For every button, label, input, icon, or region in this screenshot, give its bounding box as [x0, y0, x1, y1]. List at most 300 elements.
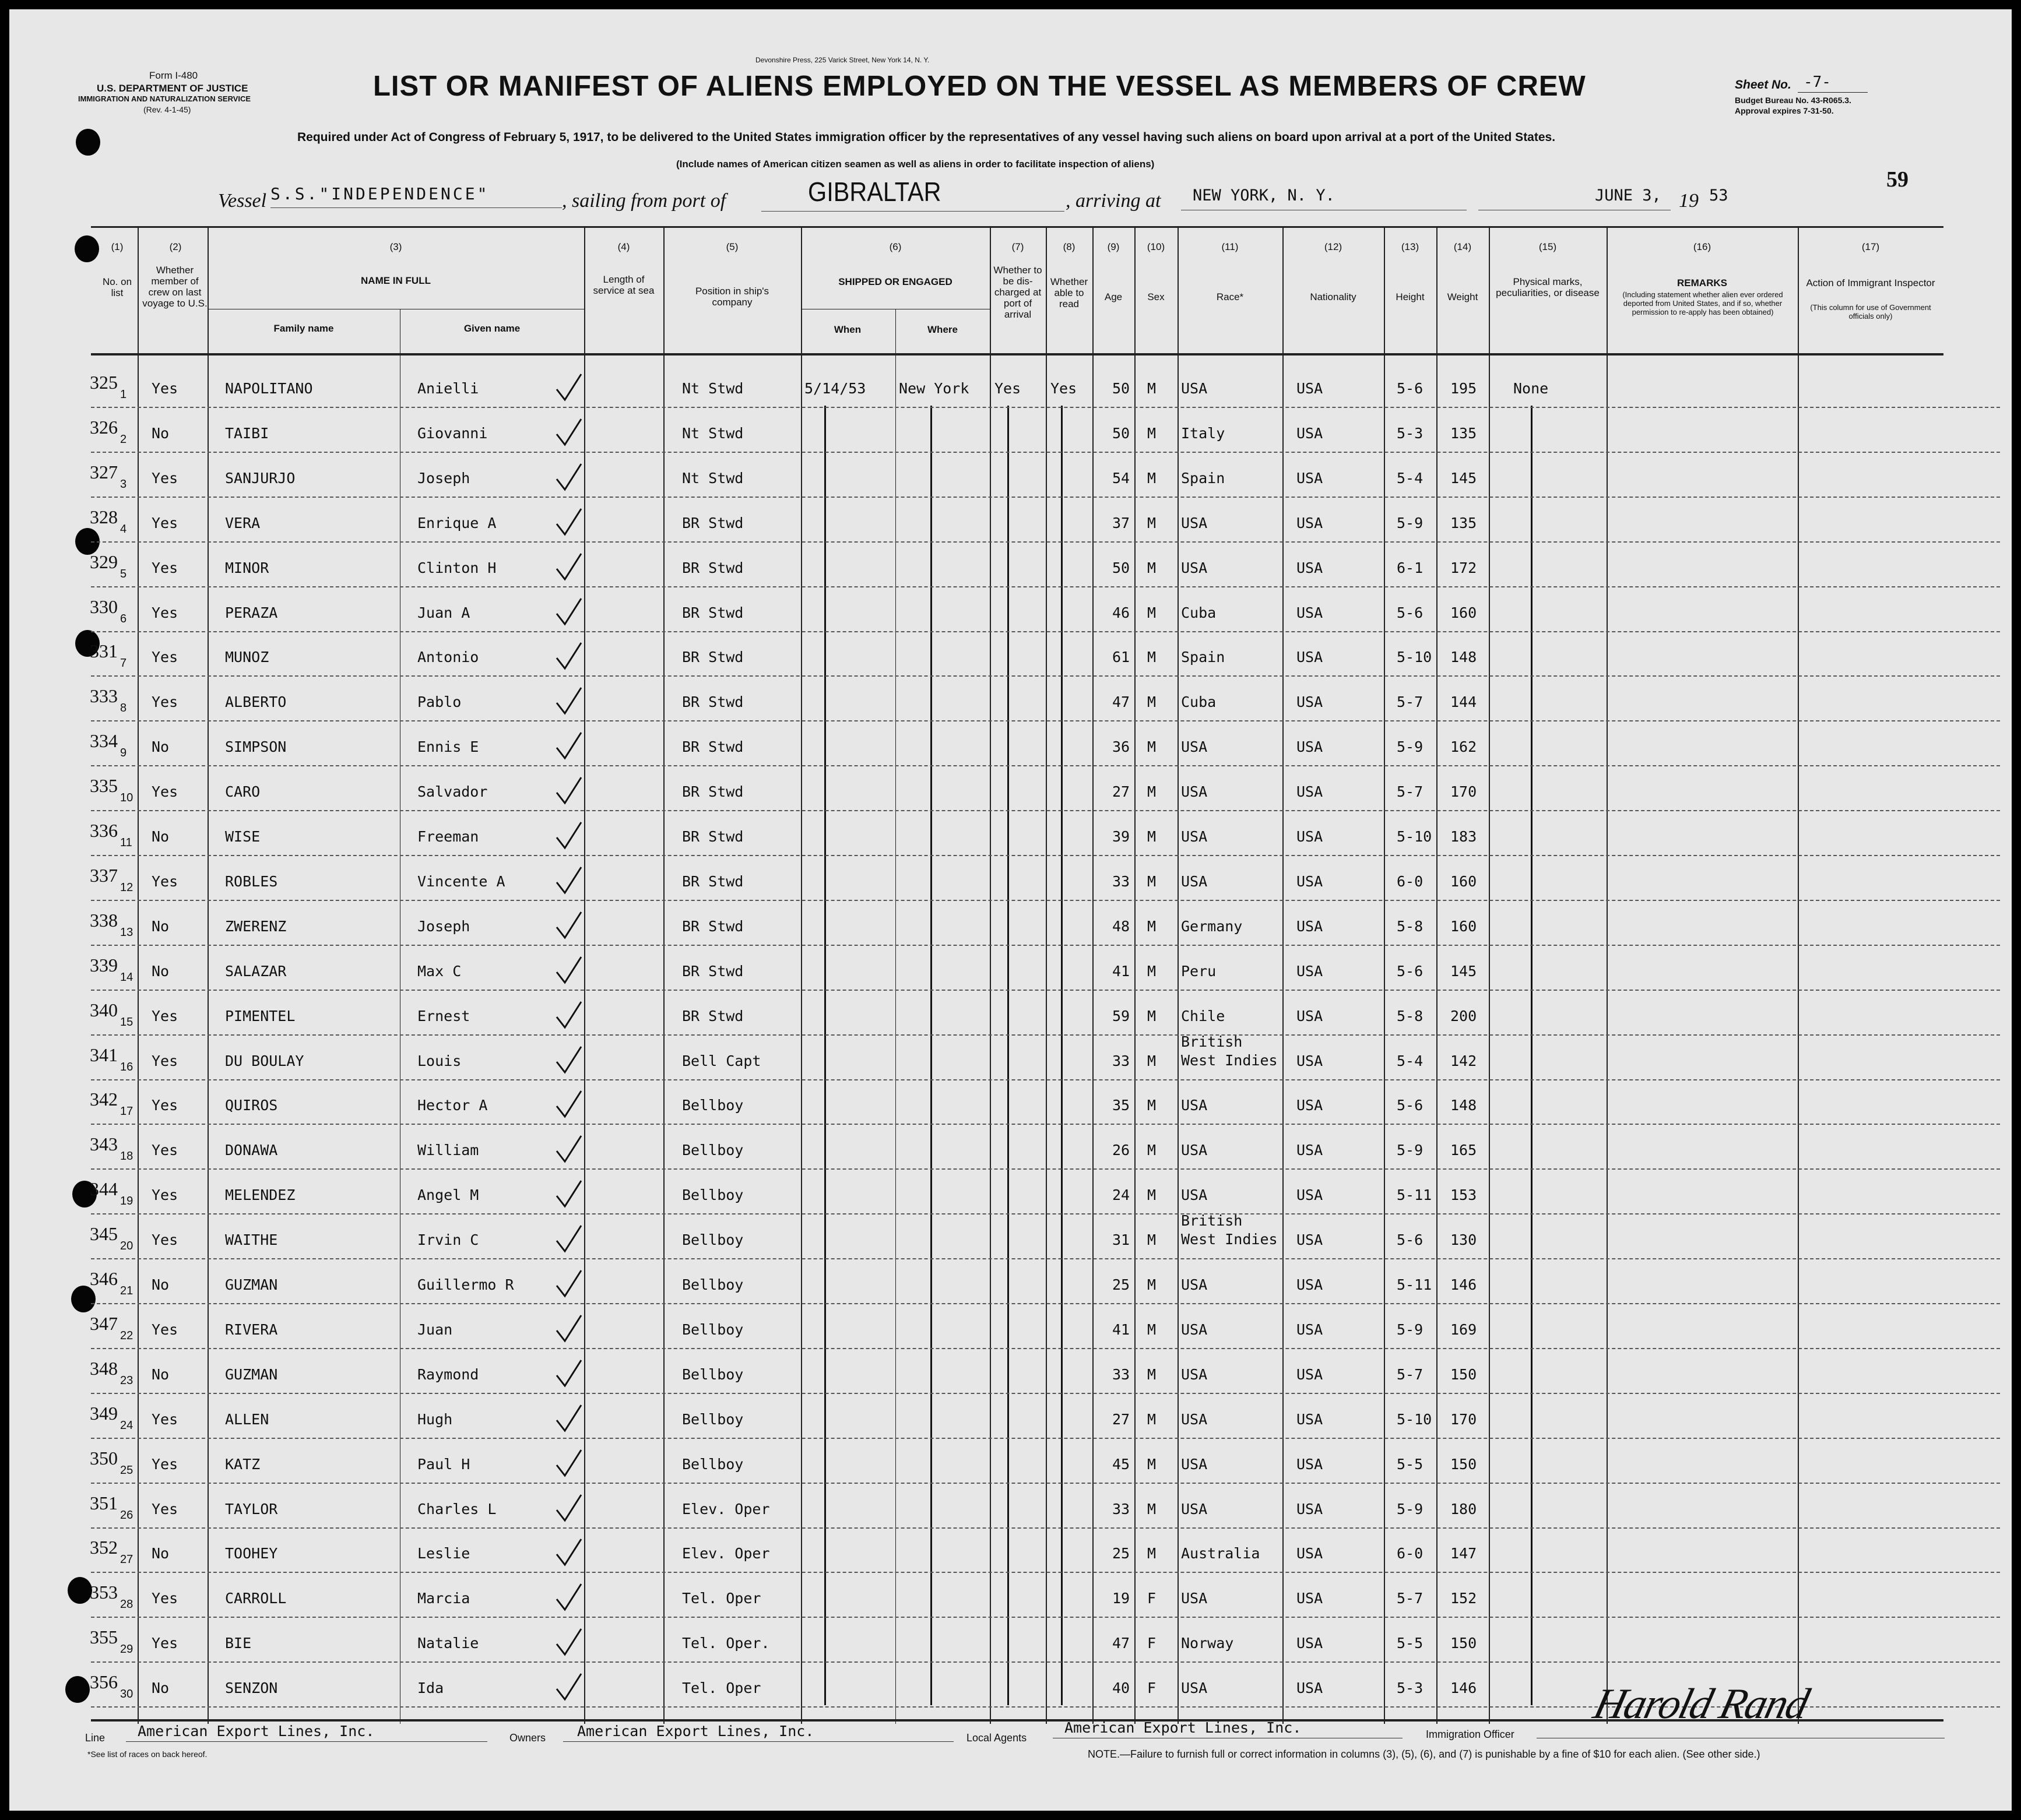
- nationality: USA: [1296, 1231, 1323, 1249]
- nationality: USA: [1296, 1635, 1323, 1652]
- line-value: American Export Lines, Inc.: [138, 1723, 375, 1740]
- given-name: Giovanni: [417, 424, 488, 442]
- col-num: (11): [1221, 241, 1239, 252]
- nationality: USA: [1296, 738, 1323, 756]
- height: 5-9: [1397, 1500, 1424, 1518]
- handwritten-sequence: 350: [90, 1447, 118, 1469]
- family-name: SALAZAR: [225, 962, 287, 980]
- family-name: MUNOZ: [225, 649, 269, 666]
- shipped-where: New York: [899, 380, 969, 397]
- handwritten-sequence: 345: [90, 1223, 118, 1245]
- header-no-on-list: No. on list: [102, 276, 132, 298]
- list-number: 27: [120, 1553, 133, 1566]
- handwritten-sequence: 352: [90, 1537, 118, 1558]
- age: 59: [1112, 1007, 1130, 1025]
- given-name: Irvin C: [417, 1231, 479, 1249]
- col-num: (10): [1147, 241, 1165, 252]
- table-row: [9, 632, 2012, 678]
- given-name: Leslie: [417, 1545, 470, 1562]
- header-where: Where: [927, 324, 958, 335]
- given-name: Raymond: [417, 1365, 479, 1383]
- position: Bellboy: [682, 1365, 744, 1383]
- age: 48: [1112, 917, 1130, 935]
- race: USA: [1181, 559, 1208, 576]
- budget-number: Budget Bureau No. 43-R065.3.: [1735, 96, 1851, 105]
- sex: M: [1147, 380, 1157, 397]
- table-row: [9, 1350, 2012, 1395]
- checkmark-icon: [554, 506, 584, 537]
- given-name: Joseph: [417, 469, 470, 487]
- height: 6-0: [1397, 1545, 1424, 1562]
- age: 25: [1112, 1545, 1130, 1562]
- weight: 145: [1450, 962, 1477, 980]
- col-num: (6): [889, 241, 902, 252]
- checkmark-icon: [554, 955, 584, 985]
- race: USA: [1181, 1321, 1208, 1338]
- family-name: DU BOULAY: [225, 1052, 304, 1069]
- race: USA: [1181, 1142, 1208, 1159]
- last-voyage-value: Yes: [152, 872, 178, 890]
- family-name: PERAZA: [225, 604, 278, 621]
- position: BR Stwd: [682, 962, 744, 980]
- last-voyage-value: Yes: [152, 1410, 178, 1428]
- sex: M: [1147, 1142, 1157, 1159]
- nationality: USA: [1296, 1590, 1323, 1607]
- port-from: GIBRALTAR: [808, 177, 941, 207]
- height: 5-8: [1397, 917, 1424, 935]
- position: Nt Stwd: [682, 380, 744, 397]
- nationality: USA: [1296, 1187, 1323, 1204]
- given-name: Ennis E: [417, 738, 479, 756]
- age: 35: [1112, 1097, 1130, 1114]
- position: Bellboy: [682, 1276, 744, 1293]
- page-title: LIST OR MANIFEST OF ALIENS EMPLOYED ON THE VESSEL AS MEMBERS OF CREW: [373, 71, 1586, 102]
- last-voyage-value: Yes: [152, 514, 178, 531]
- handwritten-sequence: 336: [90, 820, 118, 841]
- list-number: 21: [120, 1284, 133, 1297]
- sex: M: [1147, 962, 1157, 980]
- nationality: USA: [1296, 872, 1323, 890]
- given-name: Natalie: [417, 1635, 479, 1652]
- family-name: CARO: [225, 783, 261, 801]
- race: Chile: [1181, 1007, 1225, 1025]
- height: 6-1: [1397, 559, 1424, 576]
- weight: 153: [1450, 1187, 1477, 1204]
- checkmark-icon: [554, 1178, 584, 1209]
- given-name: Anielli: [417, 380, 479, 397]
- race: British West Indies: [1181, 1212, 1278, 1248]
- header-physical-marks: Physical marks, peculiarities, or disease: [1496, 276, 1600, 298]
- checkmark-icon: [554, 462, 584, 492]
- sex: M: [1147, 1187, 1157, 1204]
- list-number: 9: [120, 747, 127, 760]
- nationality: USA: [1296, 424, 1323, 442]
- family-name: GUZMAN: [225, 1365, 278, 1383]
- family-name: SIMPSON: [225, 738, 287, 756]
- handwritten-sequence: 355: [90, 1627, 118, 1648]
- weight: 144: [1450, 693, 1477, 711]
- given-name: Angel M: [417, 1187, 479, 1204]
- age: 40: [1112, 1680, 1130, 1697]
- last-voyage-value: Yes: [152, 1187, 178, 1204]
- race: Cuba: [1181, 693, 1217, 711]
- given-name: Charles L: [417, 1500, 497, 1518]
- race: British West Indies: [1181, 1033, 1278, 1069]
- table-row: [9, 1080, 2012, 1126]
- list-number: 4: [120, 522, 127, 536]
- header-shipped-or-engaged: SHIPPED OR ENGAGED: [838, 276, 952, 287]
- height: 5-9: [1397, 1321, 1424, 1338]
- position: BR Stwd: [682, 559, 744, 576]
- handwritten-sequence: 351: [90, 1492, 118, 1513]
- weight: 170: [1450, 783, 1477, 801]
- race: Germany: [1181, 917, 1243, 935]
- age: 54: [1112, 469, 1130, 487]
- list-number: 22: [120, 1329, 133, 1342]
- shipped-when: 5/14/53: [804, 380, 866, 397]
- list-number: 7: [120, 657, 127, 670]
- position: Tel. Oper: [682, 1590, 761, 1607]
- family-name: ROBLES: [225, 872, 278, 890]
- header-nationality: Nationality: [1310, 291, 1356, 302]
- checkmark-icon: [554, 372, 584, 402]
- race: Spain: [1181, 649, 1225, 666]
- weight: 180: [1450, 1500, 1477, 1518]
- race: USA: [1181, 1590, 1208, 1607]
- nationality: USA: [1296, 828, 1323, 845]
- list-number: 15: [120, 1015, 133, 1029]
- include-note: (Include names of American citizen seamen as well as aliens in order to facilitate inspection of aliens): [676, 159, 1155, 170]
- col-num: (8): [1063, 241, 1075, 252]
- sex: M: [1147, 469, 1157, 487]
- header-race: Race*: [1216, 291, 1244, 302]
- race: USA: [1181, 1680, 1208, 1697]
- position: Bellboy: [682, 1455, 744, 1473]
- last-voyage-value: Yes: [152, 1007, 178, 1025]
- race: Norway: [1181, 1635, 1234, 1652]
- last-voyage-value: Yes: [152, 1635, 178, 1652]
- nationality: USA: [1296, 649, 1323, 666]
- race: USA: [1181, 1410, 1208, 1428]
- age: 46: [1112, 604, 1130, 621]
- sex: M: [1147, 738, 1157, 756]
- list-number: 24: [120, 1418, 133, 1432]
- family-name: WISE: [225, 828, 261, 845]
- header-weight: Weight: [1447, 291, 1478, 302]
- nationality: USA: [1296, 693, 1323, 711]
- position: Bellboy: [682, 1410, 744, 1428]
- nationality: USA: [1296, 469, 1323, 487]
- race: Spain: [1181, 469, 1225, 487]
- handwritten-sequence: 338: [90, 909, 118, 931]
- header-last-voyage: Whether member of crew on last voyage to U.S.: [142, 265, 208, 309]
- table-row: [9, 902, 2012, 947]
- nationality: USA: [1296, 1142, 1323, 1159]
- family-name: CARROLL: [225, 1590, 287, 1607]
- handwritten-sequence: 331: [90, 640, 118, 662]
- port-to: NEW YORK, N. Y.: [1193, 186, 1335, 205]
- handwritten-sequence: 325: [90, 372, 118, 393]
- header-inspector-note: (This column for use of Government officials only): [1810, 303, 1931, 321]
- col-num: (12): [1324, 241, 1342, 252]
- handwritten-sequence: 335: [90, 775, 118, 797]
- list-number: 2: [120, 432, 127, 446]
- height: 5-10: [1397, 828, 1432, 845]
- age: 50: [1112, 380, 1130, 397]
- physical-marks-value: None: [1513, 380, 1549, 397]
- height: 5-9: [1397, 738, 1424, 756]
- sex: M: [1147, 872, 1157, 890]
- race: USA: [1181, 1500, 1208, 1518]
- family-name: PIMENTEL: [225, 1007, 296, 1025]
- manifest-sheet: [9, 9, 2012, 1811]
- nationality: USA: [1296, 1097, 1323, 1114]
- given-name: Max C: [417, 962, 462, 980]
- handwritten-sequence: 330: [90, 596, 118, 617]
- table-row: [9, 1484, 2012, 1530]
- races-note: *See list of races on back hereof.: [87, 1749, 208, 1759]
- height: 5-4: [1397, 1052, 1424, 1069]
- required-statement: Required under Act of Congress of February 5, 1917, to be delivered to the United States immigration officer by the representatives of any vessel having such aliens on board upon arrival at a port of the United States.: [297, 131, 1556, 144]
- given-name: Vincente A: [417, 872, 505, 890]
- handwritten-sequence: 349: [90, 1402, 118, 1424]
- table-row: [9, 1618, 2012, 1664]
- sex: M: [1147, 917, 1157, 935]
- weight: 160: [1450, 604, 1477, 621]
- sex: F: [1147, 1590, 1157, 1607]
- age: 31: [1112, 1231, 1130, 1249]
- checkmark-icon: [554, 1492, 584, 1523]
- year-prefix: 19: [1679, 190, 1699, 212]
- checkmark-icon: [554, 1313, 584, 1343]
- given-name: Freeman: [417, 828, 479, 845]
- list-number: 20: [120, 1240, 133, 1253]
- age: 26: [1112, 1142, 1130, 1159]
- department: U.S. DEPARTMENT OF JUSTICE: [97, 83, 248, 94]
- race: USA: [1181, 738, 1208, 756]
- owners-value: American Export Lines, Inc.: [577, 1723, 814, 1740]
- handwritten-sequence: 337: [90, 864, 118, 886]
- table-row: [9, 991, 2012, 1037]
- position: BR Stwd: [682, 872, 744, 890]
- family-name: KATZ: [225, 1455, 261, 1473]
- family-name: QUIROS: [225, 1097, 278, 1114]
- checkmark-icon: [554, 730, 584, 761]
- last-voyage-value: Yes: [152, 1500, 178, 1518]
- list-number: 11: [120, 836, 132, 849]
- table-row: [9, 1529, 2012, 1574]
- checkmark-icon: [554, 1223, 584, 1254]
- position: BR Stwd: [682, 693, 744, 711]
- position: Bellboy: [682, 1231, 744, 1249]
- weight: 142: [1450, 1052, 1477, 1069]
- sex: M: [1147, 1410, 1157, 1428]
- last-voyage-value: Yes: [152, 1321, 178, 1338]
- race: USA: [1181, 1455, 1208, 1473]
- given-name: Joseph: [417, 917, 470, 935]
- position: Elev. Oper: [682, 1500, 770, 1518]
- officer-signature: Harold Rand: [1588, 1680, 1813, 1728]
- header-position: Position in ship's company: [695, 286, 769, 308]
- handwritten-sequence: 356: [90, 1671, 118, 1693]
- col-num: (9): [1107, 241, 1120, 252]
- sex: M: [1147, 1097, 1157, 1114]
- col-num: (2): [169, 241, 182, 252]
- handwritten-sequence: 343: [90, 1133, 118, 1155]
- sex: M: [1147, 1276, 1157, 1293]
- list-number: 29: [120, 1643, 133, 1656]
- given-name: Louis: [417, 1052, 462, 1069]
- race: USA: [1181, 828, 1208, 845]
- header-height: Height: [1396, 291, 1425, 302]
- table-row: [9, 409, 2012, 454]
- header-discharged: Whether to be dis-charged at port of arrival: [993, 265, 1042, 320]
- family-name: VERA: [225, 514, 261, 531]
- family-name: MINOR: [225, 559, 269, 576]
- sex: M: [1147, 1231, 1157, 1249]
- nationality: USA: [1296, 1007, 1323, 1025]
- last-voyage-value: Yes: [152, 693, 178, 711]
- list-number: 23: [120, 1374, 133, 1387]
- table-row: [9, 1395, 2012, 1440]
- checkmark-icon: [554, 1582, 584, 1612]
- arrival-year: 53: [1709, 186, 1728, 205]
- list-number: 14: [120, 970, 133, 984]
- height: 5-11: [1397, 1276, 1432, 1293]
- age: 33: [1112, 1365, 1130, 1383]
- last-voyage-value: Yes: [152, 783, 178, 801]
- header-sex: Sex: [1147, 291, 1165, 302]
- sailing-label: , sailing from port of: [562, 190, 726, 212]
- checkmark-icon: [554, 685, 584, 716]
- race: USA: [1181, 380, 1208, 397]
- table-row: [9, 946, 2012, 992]
- checkmark-icon: [554, 1627, 584, 1657]
- nationality: USA: [1296, 1680, 1323, 1697]
- weight: 146: [1450, 1680, 1477, 1697]
- header-age: Age: [1104, 291, 1123, 302]
- weight: 150: [1450, 1455, 1477, 1473]
- age: 25: [1112, 1276, 1130, 1293]
- handwritten-sequence: 326: [90, 416, 118, 438]
- col-num: (15): [1538, 241, 1557, 252]
- col-num: (1): [111, 241, 124, 252]
- given-name: Ida: [417, 1680, 444, 1697]
- table-row: [9, 1033, 2012, 1082]
- table-row: [9, 1170, 2012, 1216]
- handwritten-sequence: 333: [90, 685, 118, 707]
- sex: F: [1147, 1635, 1157, 1652]
- handwritten-sequence: 347: [90, 1312, 118, 1334]
- col-num: (7): [1011, 241, 1024, 252]
- table-row: [9, 677, 2012, 723]
- race: USA: [1181, 1276, 1208, 1293]
- weight: 172: [1450, 559, 1477, 576]
- given-name: Marcia: [417, 1590, 470, 1607]
- list-number: 25: [120, 1463, 133, 1477]
- height: 5-6: [1397, 1231, 1424, 1249]
- age: 47: [1112, 1635, 1130, 1652]
- table-row: [9, 1439, 2012, 1485]
- nationality: USA: [1296, 783, 1323, 801]
- height: 5-5: [1397, 1635, 1424, 1652]
- age: 41: [1112, 962, 1130, 980]
- list-number: 8: [120, 702, 127, 715]
- position: Tel. Oper.: [682, 1635, 770, 1652]
- handwritten-sequence: 341: [90, 1044, 118, 1065]
- last-voyage-value: Yes: [152, 1455, 178, 1473]
- height: 5-8: [1397, 1007, 1424, 1025]
- given-name: Guillermo R: [417, 1276, 514, 1293]
- handwritten-sequence: 327: [90, 461, 118, 483]
- sheet-label: Sheet No.: [1735, 78, 1791, 91]
- given-name: Pablo: [417, 693, 462, 711]
- family-name: GUZMAN: [225, 1276, 278, 1293]
- checkmark-icon: [554, 910, 584, 940]
- table-row: [9, 767, 2012, 812]
- checkmark-icon: [554, 1358, 584, 1388]
- height: 5-7: [1397, 1365, 1424, 1383]
- nationality: USA: [1296, 604, 1323, 621]
- sex: M: [1147, 1500, 1157, 1518]
- checkmark-icon: [554, 865, 584, 895]
- table-row: [9, 812, 2012, 857]
- sex: M: [1147, 783, 1157, 801]
- given-name: Enrique A: [417, 514, 497, 531]
- position: BR Stwd: [682, 514, 744, 531]
- sex: M: [1147, 604, 1157, 621]
- position: Bellboy: [682, 1321, 744, 1338]
- sex: M: [1147, 1321, 1157, 1338]
- weight: 165: [1450, 1142, 1477, 1159]
- height: 5-7: [1397, 1590, 1424, 1607]
- given-name: Juan A: [417, 604, 470, 621]
- table-row: [9, 1212, 2012, 1261]
- weight: 148: [1450, 649, 1477, 666]
- family-name: TAIBI: [225, 424, 269, 442]
- vessel-name: S.S."INDEPENDENCE": [270, 184, 490, 203]
- weight: 183: [1450, 828, 1477, 845]
- position: BR Stwd: [682, 738, 744, 756]
- height: 5-6: [1397, 380, 1424, 397]
- weight: 162: [1450, 738, 1477, 756]
- list-number: 17: [120, 1105, 133, 1118]
- height: 5-7: [1397, 783, 1424, 801]
- list-number: 18: [120, 1150, 133, 1163]
- checkmark-icon: [554, 1403, 584, 1433]
- handwritten-sequence: 329: [90, 551, 118, 572]
- height: 5-10: [1397, 1410, 1432, 1428]
- header-given-name: Given name: [463, 323, 521, 334]
- approval-expiry: Approval expires 7-31-50.: [1735, 106, 1834, 115]
- handwritten-sequence: 339: [90, 954, 118, 976]
- nationality: USA: [1296, 1276, 1323, 1293]
- position: Bellboy: [682, 1097, 744, 1114]
- family-name: ALLEN: [225, 1410, 269, 1428]
- sex: M: [1147, 1365, 1157, 1383]
- sex: F: [1147, 1680, 1157, 1697]
- revision: (Rev. 4-1-45): [143, 105, 191, 114]
- checkmark-icon: [554, 640, 584, 671]
- last-voyage-value: No: [152, 1680, 170, 1697]
- position: Tel. Oper: [682, 1680, 761, 1697]
- family-name: BIE: [225, 1635, 252, 1652]
- nationality: USA: [1296, 514, 1323, 531]
- age: 50: [1112, 559, 1130, 576]
- list-number: 30: [120, 1688, 133, 1701]
- handwritten-sequence: 348: [90, 1357, 118, 1379]
- height: 5-6: [1397, 962, 1424, 980]
